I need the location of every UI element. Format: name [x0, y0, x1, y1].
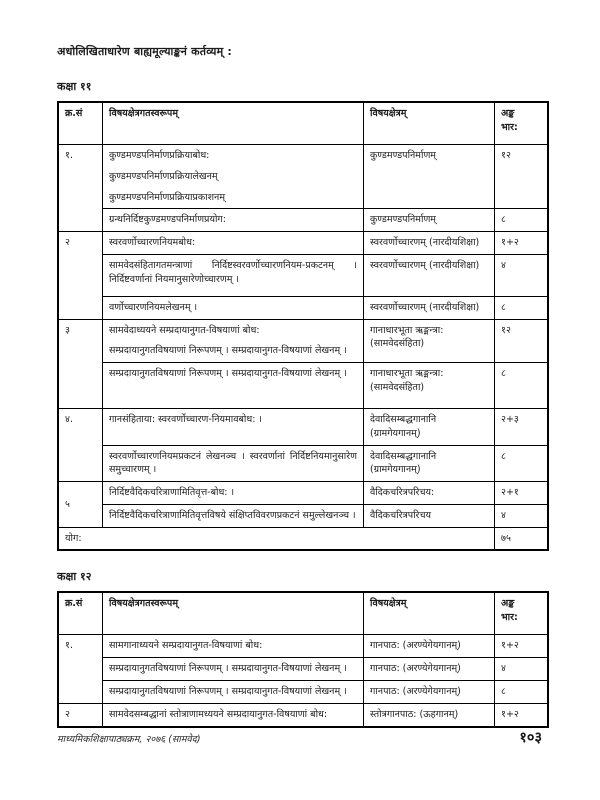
marks-cell: १+२	[495, 703, 549, 727]
subject-area-cell: स्तोत्रगानपाठ: (ऊहगानम्)	[364, 703, 495, 727]
subject-area-cell: स्वरवर्णोच्चारणम् (नारदीयशिक्षा)	[364, 254, 495, 296]
marks-cell: १२	[495, 319, 549, 363]
subject-area-cell: गानपाठ: (अरण्येगेयगानम्)	[364, 658, 495, 681]
header-content-form: विषयक्षेत्रगतस्वरूपम्	[103, 102, 364, 145]
subject-area-cell: देवादिसम्बद्धगानानि (ग्रामगेयगानम्)	[364, 409, 495, 446]
table-row	[58, 409, 548, 446]
marks-cell: १+२	[495, 635, 549, 658]
content-form-line: वर्णोच्चारणनियमलेखनम् ।	[109, 301, 198, 313]
header-serial-number: क्र.सं	[58, 102, 103, 145]
content-form-line: सम्प्रदायानुगतविषयाणां निरूपणम् । सम्प्रदायानुगत-विषयाणां लेखनम् ।	[109, 686, 347, 698]
content-form-cell	[103, 209, 364, 232]
subject-area-cell: गानाधारभूता ऋङ्मन्त्रा: (सामवेदसंहिता)	[364, 319, 495, 363]
content-form-cell	[103, 232, 364, 255]
content-form-line: गानसंहिताया: स्वरवर्णोच्चारण-नियमावबोध: ।	[109, 414, 263, 426]
header-marks-line2: भार:	[501, 121, 518, 133]
content-form-line: सम्प्रदायानुगतविषयाणां निरूपणम् । सम्प्रदायानुगत-विषयाणां लेखनम् ।	[109, 663, 347, 675]
subject-area-cell: वैदिकचरित्रपरिचय:	[364, 482, 495, 505]
content-form-line: सम्प्रदायानुगतविषयाणां निरूपणम् । सम्प्रदायानुगत-विषयाणां लेखनम् ।	[109, 345, 347, 357]
content-form-line: सामवेदाध्ययने सम्प्रदायानुगत-विषयाणां बोध:	[109, 324, 260, 336]
serial-number-cell: ४.	[58, 409, 103, 482]
class11-table	[57, 101, 549, 551]
serial-number-cell: १.	[58, 145, 103, 232]
class12-table	[57, 591, 549, 728]
serial-number-cell: २	[58, 232, 103, 320]
marks-cell: १+२	[495, 232, 549, 255]
content-form-line: स्वरवर्णोच्चारणनियमबोध:	[109, 237, 196, 249]
header-serial-number: क्र.सं	[58, 592, 103, 635]
content-form-cell	[103, 296, 364, 319]
content-form-line: कुण्डमण्डपनिर्माणप्रक्रियाप्रकाशनम्	[109, 191, 226, 203]
serial-number-cell: १.	[58, 635, 103, 703]
content-form-line: निर्दिष्टवैदिकचरित्राणामितिवृत्तविषये संक्षिप्तविवरणप्रकटनं समुल्लेखनञ्च ।	[109, 509, 356, 521]
content-form-line: सामवेदसंहितागतमन्त्राणां निर्दिष्टस्वरवर्णोच्चारणनियम-प्रकटनम् । निर्दिष्टवर्णानां नियमानुसारेणोच्चारणम् ।	[109, 259, 357, 285]
footer-document-title: माध्यमिकशिक्षापाठ्यक्रम, २०७६ (सामवेद)	[57, 734, 201, 745]
subject-area-cell: वैदिकचरित्रपरिचय	[364, 504, 495, 527]
marks-cell: ८	[495, 209, 549, 232]
table-row	[58, 232, 548, 255]
marks-cell: ४	[495, 658, 549, 681]
content-form-cell	[103, 319, 364, 363]
header-marks-line2: भार:	[501, 612, 518, 624]
subject-area-cell: गानपाठ: (अरण्येगेयगानम्)	[364, 681, 495, 704]
table-row	[58, 296, 548, 319]
content-form-line: निर्दिष्टवैदिकचरित्राणामितिवृत्त-बोध: ।	[109, 487, 235, 499]
subject-area-cell: देवादिसम्बद्धगानानि (ग्रामगेयगानम्)	[364, 445, 495, 482]
content-form-line: स्वरवर्णोच्चारणनियमप्रकटनं लेखनञ्च । स्वरवर्णानां निर्दिष्टनियमानुसारेण समुच्चारणम् ।	[109, 450, 357, 476]
header-marks-weight	[495, 102, 549, 145]
page-title: अधोलिखिताधारेण बाह्यमूल्याङ्कनं कर्तव्यम् :	[57, 45, 232, 58]
marks-cell: ४	[495, 254, 549, 296]
subject-area-cell: कुण्डमण्डपनिर्माणम्	[364, 145, 495, 209]
content-form-cell	[103, 482, 364, 505]
content-form-cell	[103, 681, 364, 704]
serial-number-cell: २	[58, 703, 103, 727]
content-form-cell	[103, 445, 364, 482]
table-row	[58, 681, 548, 704]
marks-cell: १२	[495, 145, 549, 209]
content-form-cell	[103, 254, 364, 296]
table-row	[58, 209, 548, 232]
subject-area-cell: कुण्डमण्डपनिर्माणम्	[364, 209, 495, 232]
table-row	[58, 504, 548, 527]
marks-cell: ४	[495, 504, 549, 527]
marks-cell: ८	[495, 681, 549, 704]
page-number: १०३	[519, 730, 542, 746]
content-form-cell	[103, 409, 364, 446]
content-form-cell	[103, 504, 364, 527]
subject-area-cell: स्वरवर्णोच्चारणम् (नारदीयशिक्षा)	[364, 232, 495, 255]
class11-heading: कक्षा ११	[57, 80, 92, 93]
serial-number-cell: ५	[58, 482, 103, 528]
table-row	[58, 635, 548, 658]
content-form-cell	[103, 703, 364, 727]
header-content-form: विषयक्षेत्रगतस्वरूपम्	[103, 592, 364, 635]
content-form-line: सामवेदसम्बद्धानां स्तोत्राणामध्ययने सम्प्रदायानुगत-विषयाणां बोध:	[109, 708, 328, 720]
content-form-line: सम्प्रदायानुगतविषयाणां निरूपणम् । सम्प्रदायानुगत-विषयाणां लेखनम् ।	[109, 368, 347, 380]
header-marks-line1: अङ्क	[501, 598, 515, 610]
content-form-line: ग्रन्थनिर्दिष्टकुण्डमण्डपनिर्माणप्रयोग:	[109, 214, 226, 226]
marks-cell: २+३	[495, 409, 549, 446]
table-row	[58, 482, 548, 505]
table-row	[58, 145, 548, 209]
content-form-line: कुण्डमण्डपनिर्माणप्रक्रियालेखनम्	[109, 170, 218, 182]
table-header-row	[58, 102, 548, 145]
table-row	[58, 319, 548, 363]
page-footer	[57, 727, 542, 747]
table-row	[58, 363, 548, 409]
total-label-cell: योग:	[58, 527, 495, 550]
content-form-cell	[103, 363, 364, 409]
header-marks-line1: अङ्क	[501, 108, 515, 119]
class11-section	[57, 79, 542, 551]
class12-section	[57, 569, 542, 728]
marks-cell: ८	[495, 296, 549, 319]
header-subject-area: विषयक्षेत्रम्	[364, 102, 495, 145]
table-row	[58, 703, 548, 727]
total-value-cell: ७५	[495, 527, 549, 550]
table-header-row	[58, 592, 548, 635]
class12-heading: कक्षा १२	[57, 570, 92, 584]
table-row	[58, 445, 548, 482]
marks-cell: ८	[495, 445, 549, 482]
subject-area-cell: स्वरवर्णोच्चारणम् (नारदीयशिक्षा)	[364, 296, 495, 319]
content-form-line: सामगानाध्ययने सम्प्रदायानुगत-विषयाणां बोध:	[109, 640, 263, 652]
header-marks-weight	[495, 592, 549, 635]
marks-cell: ८	[495, 363, 549, 409]
content-form-cell	[103, 145, 364, 209]
header-subject-area: विषयक्षेत्रम्	[364, 592, 495, 635]
content-form-line: कुण्डमण्डपनिर्माणप्रक्रियाबोध:	[109, 150, 210, 161]
content-form-cell	[103, 658, 364, 681]
table-row	[58, 658, 548, 681]
table-row	[58, 254, 548, 296]
subject-area-cell: गानपाठ: (अरण्येगेयगानम्)	[364, 635, 495, 658]
marks-cell: २+१	[495, 482, 549, 505]
total-row	[58, 527, 548, 550]
subject-area-cell: गानाधारभूता ऋङ्मन्त्रा: (सामवेदसंहिता)	[364, 363, 495, 409]
serial-number-cell: ३	[58, 319, 103, 409]
content-form-cell	[103, 635, 364, 658]
